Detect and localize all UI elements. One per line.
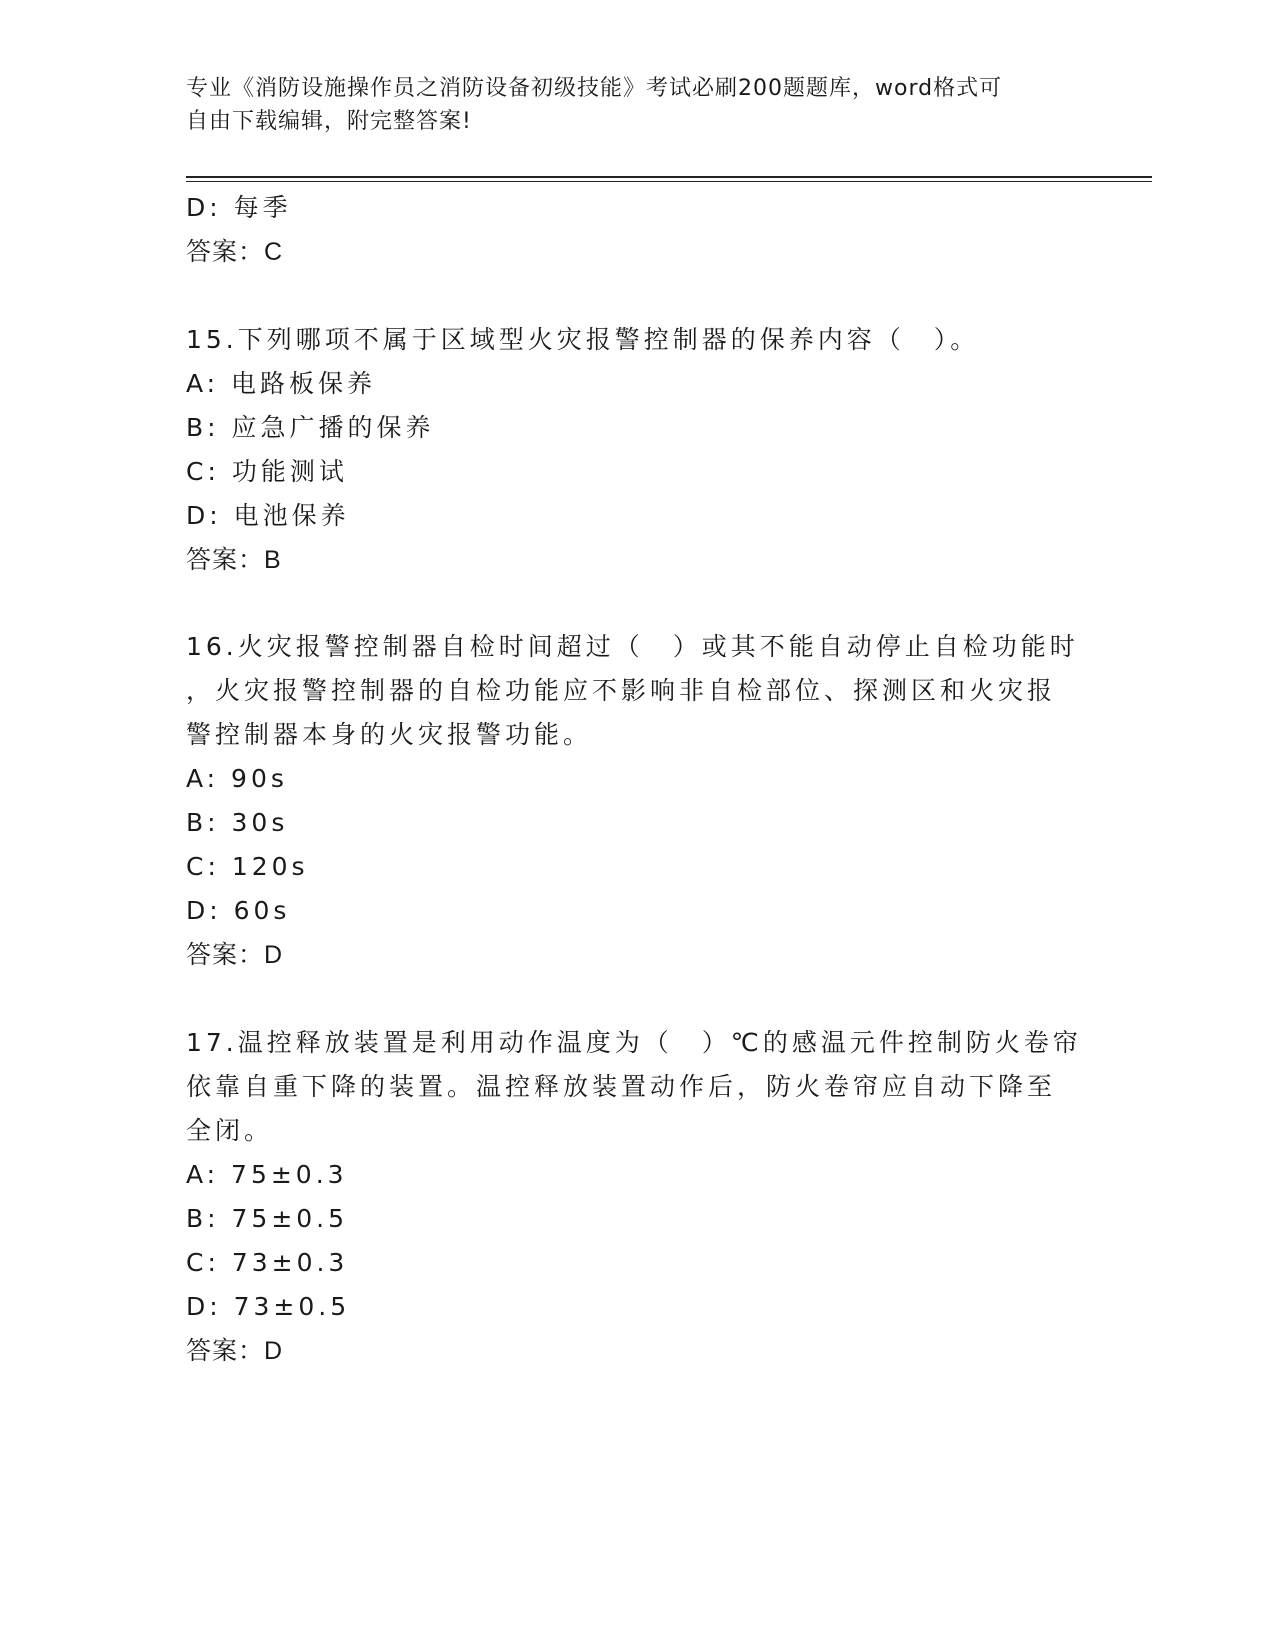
prev-answer: 答案：C xyxy=(186,238,284,266)
q16-stem-line-2: ，火灾报警控制器的自检功能应不影响非自检部位、探测区和火灾报 xyxy=(186,676,1057,705)
q16-stem-line-3: 警控制器本身的火灾报警功能。 xyxy=(186,720,593,749)
q15-option-c: C: 功能测试 xyxy=(186,457,348,486)
q16-stem-line-1: 16.火灾报警控制器自检时间超过（ ）或其不能自动停止自检功能时 xyxy=(186,632,1079,661)
header-divider-thin xyxy=(186,181,1152,182)
q17-stem-line-2: 依靠自重下降的装置。温控释放装置动作后，防火卷帘应自动下降至 xyxy=(186,1072,1057,1101)
q17-stem-line-3: 全闭。 xyxy=(186,1116,274,1145)
q15-answer: 答案：B xyxy=(186,546,282,574)
q17-option-a: A: 75±0.3 xyxy=(186,1160,348,1189)
q17-stem-line-1: 17.温控释放装置是利用动作温度为（ ）℃的感温元件控制防火卷帘 xyxy=(186,1028,1082,1057)
q17-answer: 答案：D xyxy=(186,1337,284,1365)
q16-option-d: D: 60s xyxy=(186,896,291,925)
q17-option-b: B: 75±0.5 xyxy=(186,1204,349,1233)
q17-option-c: C: 73±0.3 xyxy=(186,1248,349,1277)
q16-answer: 答案：D xyxy=(186,941,284,969)
q17-option-d: D: 73±0.5 xyxy=(186,1292,351,1321)
q15-option-d: D: 电池保养 xyxy=(186,501,350,530)
q15-option-a: A: 电路板保养 xyxy=(186,369,377,398)
header-line-1: 专业《消防设施操作员之消防设备初级技能》考试必刷200题题库，word格式可 xyxy=(186,76,1003,101)
page-header xyxy=(186,72,1066,138)
q15-option-b: B: 应急广播的保养 xyxy=(186,413,435,442)
header-line-2: 自由下载编辑，附完整答案! xyxy=(186,109,472,134)
q16-option-b: B: 30s xyxy=(186,808,289,837)
q16-option-c: C: 120s xyxy=(186,852,309,881)
q15-stem: 15.下列哪项不属于区域型火灾报警控制器的保养内容（ ）。 xyxy=(186,325,980,354)
header-divider-thick xyxy=(186,176,1152,178)
prev-option-d: D: 每季 xyxy=(186,193,292,222)
q16-option-a: A: 90s xyxy=(186,764,288,793)
